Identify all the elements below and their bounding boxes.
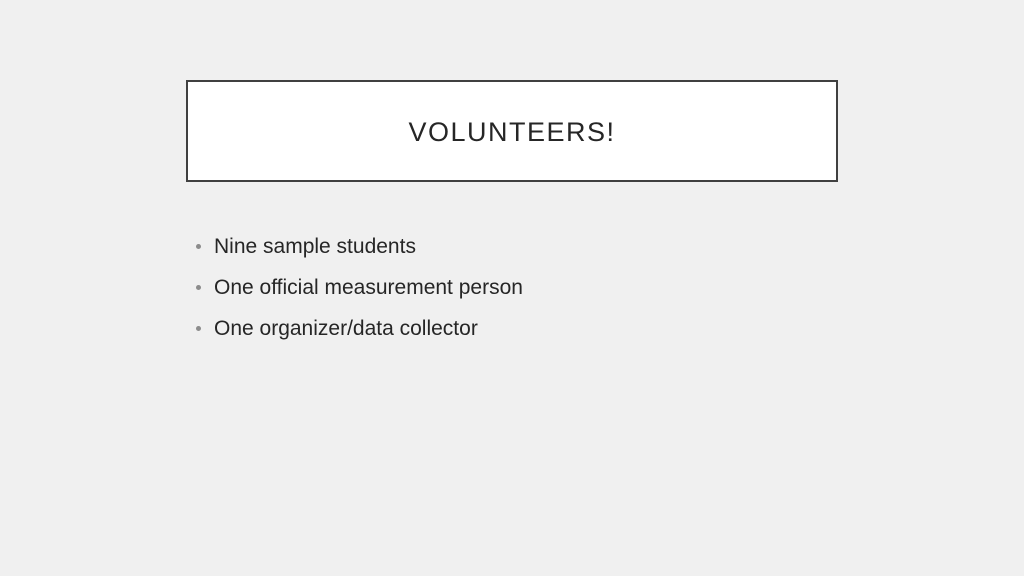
bullet-dot-icon bbox=[196, 244, 201, 249]
bullet-item bbox=[196, 267, 523, 308]
slide-title: VOLUNTEERS! bbox=[408, 116, 616, 147]
bullet-list bbox=[196, 226, 523, 349]
title-box bbox=[186, 80, 838, 182]
bullet-item bbox=[196, 308, 523, 349]
bullet-dot-icon bbox=[196, 285, 201, 290]
bullet-text: Nine sample students bbox=[214, 234, 416, 258]
bullet-item bbox=[196, 226, 523, 267]
bullet-text: One official measurement person bbox=[214, 275, 523, 299]
bullet-dot-icon bbox=[196, 326, 201, 331]
bullet-text: One organizer/data collector bbox=[214, 316, 478, 340]
